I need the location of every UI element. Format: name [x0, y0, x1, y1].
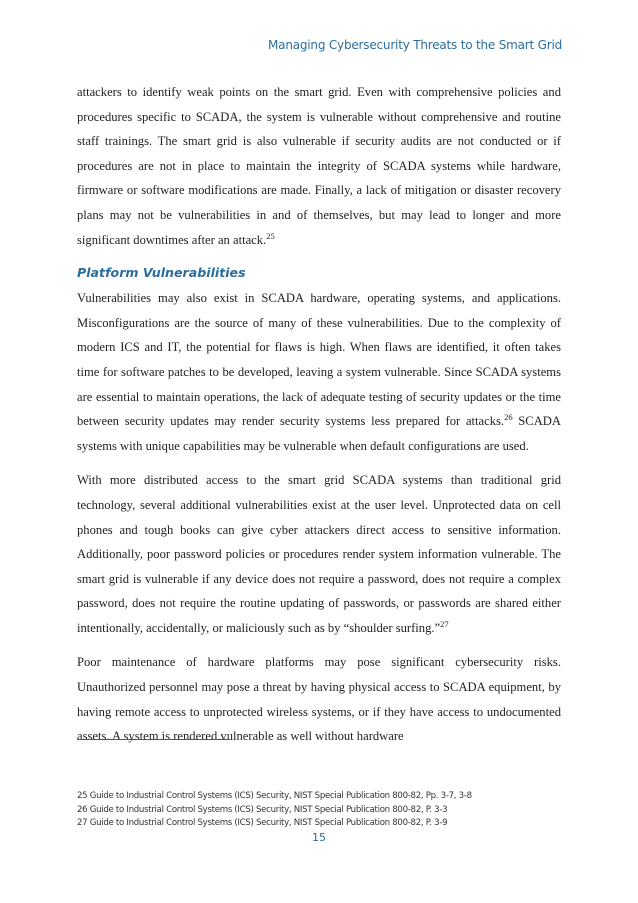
footnote-reference: 27: [440, 618, 449, 629]
section-heading-platform-vulnerabilities: Platform Vulnerabilities: [77, 265, 246, 281]
paragraph-text: With more distributed access to the smart grid SCADA systems than traditional grid technology, several additional vulnerabilities exist at the user level. Unprotected data on cell phones and tough books can give cyber attackers direct access to sensitive information. Additionally, poor password policies or procedures render system information vulnerable. The smart grid is vulnerable if any device does not require a password, does not require a complex password, does not require the routine updating of passwords, or passwords are shared either intentionally, accidentally, or maliciously such as by “shoulder surfing.”: [77, 473, 561, 635]
paragraph-text-continued: SCADA systems with unique capabilities may be vulnerable when default configurations are used.: [77, 414, 561, 453]
footnote-25: 25 Guide to Industrial Control Systems (ICS) Security, NIST Special Publication 800-82, Pp. 3-7, 3-8: [77, 791, 472, 801]
running-header-title: Managing Cybersecurity Threats to the Smart Grid: [268, 38, 562, 52]
paragraph-smart-grid-procedures: [77, 80, 561, 252]
paragraph-hardware-maintenance: [77, 650, 561, 748]
paragraph-text: Vulnerabilities may also exist in SCADA hardware, operating systems, and applications. Misconfigurations are the source of many of these vulnerabilities. Due to the complexity of modern ICS and IT, the potential for flaws is high. When flaws are identified, it often takes time for software patches to be developed, leaving a system vulnerable. Since SCADA systems are essential to maintain operations, the lack of adequate testing of security updates or the time between security updates may render security systems less prepared for attacks.: [77, 291, 561, 429]
paragraph-text: attackers to identify weak points on the smart grid. Even with comprehensive policies and procedures specific to SCADA, the system is vulnerable without comprehensive and routine staff trainings. The smart grid is also vulnerable if security audits are not conducted or if procedures are not in place to maintain the integrity of SCADA systems while hardware, firmware or software modifications are made. Finally, a lack of mitigation or disaster recovery plans may not be vulnerabilities in and of themselves, but may lead to longer and more significant downtimes after an attack.: [77, 85, 561, 247]
footnotes: [77, 790, 561, 831]
footnote-reference: 26: [504, 411, 513, 422]
paragraph-user-level-vulnerabilities: [77, 468, 561, 640]
page-number: 15: [312, 831, 326, 844]
footnote-27: 27 Guide to Industrial Control Systems (ICS) Security, NIST Special Publication 800-82, P. 3-9: [77, 818, 448, 828]
paragraph-text: Poor maintenance of hardware platforms may pose significant cybersecurity risks. Unauthorized personnel may pose a threat by having physical access to SCADA equipment, by having remote access to unprotected wireless systems, or if they have access to undocumented assets. A system is rendered vulnerable as well without hardware: [77, 655, 561, 744]
footnote-26: 26 Guide to Industrial Control Systems (ICS) Security, NIST Special Publication 800-82, P. 3-3: [77, 804, 448, 815]
paragraph-platform-vulnerabilities: [77, 286, 561, 458]
footnote-reference: 25: [266, 230, 275, 241]
footnote-separator: [77, 739, 230, 740]
document-body: [77, 80, 561, 759]
